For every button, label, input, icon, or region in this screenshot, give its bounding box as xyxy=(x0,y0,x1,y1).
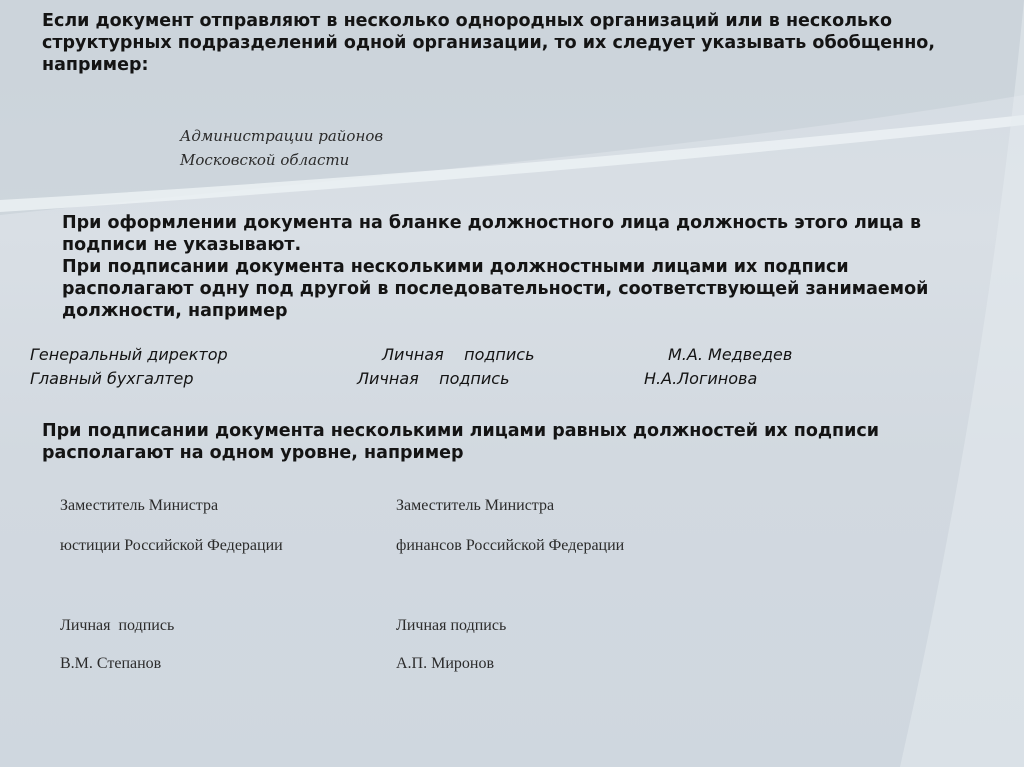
signature-position: Генеральный директор xyxy=(30,345,228,364)
signature-placeholder: Личная подпись xyxy=(357,369,510,388)
rules-line: При оформлении документа на бланке должностного лица должность этого лица в xyxy=(62,213,922,233)
address-line: Московской области xyxy=(180,151,350,169)
signature-name: М.А. Медведев xyxy=(668,345,793,364)
right-signer-title: Заместитель Министра xyxy=(396,497,555,514)
rules-line: подписи не указывают. xyxy=(62,235,302,255)
intro-line: Если документ отправляют в несколько однородных организаций или в несколько xyxy=(42,11,892,31)
intro-line: например: xyxy=(42,55,149,75)
intro-paragraph xyxy=(42,10,992,76)
rules-paragraph xyxy=(62,212,982,322)
equal-line: При подписании документа несколькими лицами равных должностей их подписи xyxy=(42,421,880,441)
rules-line: располагают одну под другой в последовательности, соответствующей занимаемой xyxy=(62,279,929,299)
left-signer-title: Заместитель Министра xyxy=(60,497,219,514)
address-example xyxy=(180,124,383,172)
rules-line: должности, например xyxy=(62,301,288,321)
left-signer-name: В.М. Степанов xyxy=(60,655,162,672)
signature-name: Н.А.Логинова xyxy=(644,369,758,388)
left-signer-ministry: юстиции Российской Федерации xyxy=(60,537,283,554)
rules-line: При подписании документа несколькими должностными лицами их подписи xyxy=(62,257,849,277)
left-signer-signature: Личная подпись xyxy=(60,617,175,634)
equal-rank-paragraph xyxy=(42,420,982,464)
equal-line: располагают на одном уровне, например xyxy=(42,443,464,463)
right-signer-signature: Личная подпись xyxy=(396,617,507,634)
right-signer-ministry: финансов Российской Федерации xyxy=(396,537,625,554)
right-signer-name: А.П. Миронов xyxy=(396,655,495,672)
signature-position: Главный бухгалтер xyxy=(30,369,194,388)
intro-line: структурных подразделений одной организации, то их следует указывать обобщенно, xyxy=(42,33,935,53)
address-line: Администрации районов xyxy=(180,127,384,145)
signature-placeholder: Личная подпись xyxy=(382,345,535,364)
